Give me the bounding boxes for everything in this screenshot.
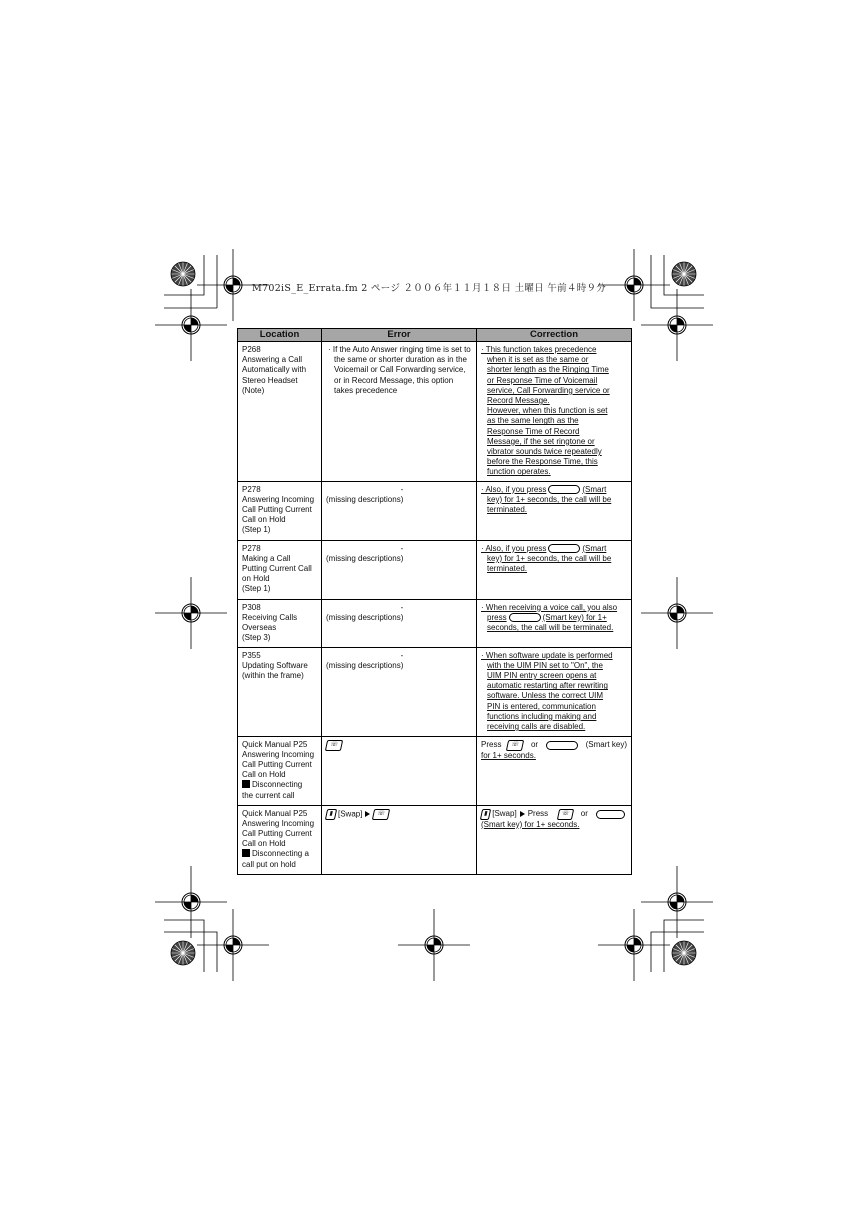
location-line: Putting Current Call [242, 564, 312, 574]
square-bullet-icon [242, 849, 250, 857]
file-header: M702iS_E_Errata.fm 2 ページ ２００６年１１月１８日 土曜日 午前４時９分 [252, 283, 607, 294]
correction-text: (Smart key) for 1+ [542, 612, 607, 622]
error-text: (missing descriptions) [326, 612, 404, 622]
correction-text: (Smart key) [585, 740, 627, 750]
correction-line: terminated. [487, 505, 528, 515]
location-line: Answering a Call [242, 355, 303, 365]
correction-line [481, 740, 627, 751]
correction-line [481, 544, 627, 554]
location-line: (Step 1) [242, 584, 271, 594]
location-cell [238, 481, 322, 540]
correction-line: · This function takes precedence [481, 345, 597, 354]
error-cell [322, 736, 477, 805]
correction-line: PIN is entered, communication [487, 701, 596, 711]
location-line: Call Putting Current [242, 829, 312, 839]
end-key-icon: ☏ [372, 809, 390, 820]
correction-text: Press [481, 740, 502, 750]
smart-key-icon [546, 741, 578, 750]
correction-line: receiving calls are disabled. [487, 722, 586, 732]
error-cell [322, 599, 477, 647]
end-key-icon: ☏ [325, 740, 343, 751]
location-line: P355 [242, 650, 261, 660]
location-line: (Step 3) [242, 633, 271, 643]
correction-line: (Smart key) for 1+ seconds. [481, 819, 580, 829]
smart-key-icon [509, 613, 541, 622]
correction-line: seconds, the call will be terminated. [487, 623, 614, 633]
correction-line: for 1+ seconds. [481, 750, 536, 760]
table-row [238, 599, 632, 647]
table-row [238, 805, 632, 874]
error-text: [Swap] [338, 809, 363, 819]
correction-cell [477, 481, 632, 540]
location-line: P268 [242, 345, 261, 354]
correction-line: UIM PIN entry screen opens at [487, 671, 597, 681]
correction-line: Record Message. [487, 396, 550, 406]
location-line: Stereo Headset [242, 375, 298, 385]
location-cell [238, 540, 322, 599]
location-line: Answering Incoming [242, 749, 315, 759]
location-line: Making a Call [242, 553, 291, 563]
location-line: Call on Hold [242, 770, 286, 780]
column-header-correction: Correction [477, 329, 632, 342]
error-text: (missing descriptions) [326, 660, 404, 670]
correction-line: functions including making and [487, 711, 597, 721]
correction-text: (Smart [582, 484, 607, 494]
arrow-right-icon [365, 811, 370, 817]
error-dash: - [400, 484, 404, 494]
correction-line: key) for 1+ seconds, the call will be [487, 494, 612, 504]
column-header-error: Error [322, 329, 477, 342]
correction-line: Message, if the set ringtone or [487, 436, 595, 446]
correction-text: · Also, if you press [481, 543, 547, 553]
end-key-icon: ☏ [506, 740, 524, 751]
location-line: (Note) [242, 385, 265, 395]
location-line: Call on Hold [242, 515, 286, 525]
location-line [242, 849, 317, 859]
location-line: Overseas [242, 623, 277, 633]
square-bullet-icon [242, 780, 250, 788]
table-row [238, 342, 632, 482]
location-cell [238, 647, 322, 736]
error-text: · If the Auto Answer ringing time is set to the same or shorter duration as in the Voicemail or Call Forwarding service, or in Record Message, this option takes precedence [328, 345, 471, 395]
correction-text: or [580, 809, 588, 819]
location-line: P278 [242, 543, 261, 553]
correction-text: press [487, 612, 507, 622]
end-key-icon: ☏ [557, 809, 574, 820]
correction-line: · When software update is performed [481, 650, 613, 660]
error-text: (missing descriptions) [326, 494, 404, 504]
error-dash: - [400, 543, 404, 553]
smart-key-icon [548, 485, 580, 494]
location-line: Updating Software [242, 660, 308, 670]
smart-key-icon [596, 810, 625, 819]
location-cell [238, 599, 322, 647]
correction-line: · When receiving a voice call, you also [481, 602, 618, 612]
correction-text: (Smart [582, 543, 607, 553]
location-line: Automatically with [242, 365, 307, 375]
location-line: Call Putting Current [242, 760, 312, 770]
correction-cell [477, 805, 632, 874]
correction-text: or [530, 740, 539, 750]
correction-cell [477, 599, 632, 647]
correction-line: or Response Time of Voicemail [487, 375, 598, 385]
correction-line [481, 613, 627, 623]
location-line [242, 780, 317, 790]
location-line: the current call [242, 790, 295, 800]
location-line: Answering Incoming [242, 818, 315, 828]
location-line: Receiving Calls [242, 612, 298, 622]
smart-key-icon [548, 544, 580, 553]
correction-cell [477, 736, 632, 805]
correction-line: as the same length as the [487, 416, 579, 426]
correction-line [481, 809, 627, 820]
correction-line: service, Call Forwarding service or [487, 385, 610, 395]
location-line: Call Putting Current [242, 505, 312, 515]
location-line: Answering Incoming [242, 494, 315, 504]
location-cell [238, 736, 322, 805]
correction-line: software. Unless the correct UIM [487, 691, 604, 701]
location-line: Quick Manual P25 [242, 739, 308, 749]
correction-text: [Swap] [492, 809, 517, 819]
softkey-icon: ▮ [325, 809, 337, 820]
correction-line: before the Response Time, this [487, 457, 598, 467]
correction-line: automatic restarting after rewriting [487, 681, 608, 691]
table-header-row [238, 329, 632, 342]
location-line: call put on hold [242, 859, 296, 869]
correction-line: terminated. [487, 564, 528, 574]
table-row [238, 647, 632, 736]
correction-cell [477, 540, 632, 599]
softkey-icon: ▮ [480, 809, 492, 820]
error-cell [322, 647, 477, 736]
correction-cell [477, 342, 632, 482]
table-row [238, 736, 632, 805]
location-line: on Hold [242, 574, 270, 584]
correction-text: Press [527, 809, 549, 819]
table-row [238, 481, 632, 540]
location-line: (Step 1) [242, 525, 271, 535]
table-row [238, 540, 632, 599]
correction-text: · Also, if you press [481, 484, 547, 494]
correction-cell [477, 647, 632, 736]
correction-line: when it is set as the same or [487, 355, 589, 365]
error-cell [322, 342, 477, 482]
error-cell [322, 805, 477, 874]
location-cell [238, 342, 322, 482]
location-line: P308 [242, 602, 261, 612]
location-line: P278 [242, 484, 261, 494]
location-line: (within the frame) [242, 671, 304, 681]
correction-line: Response Time of Record [487, 426, 580, 436]
location-text: Disconnecting [252, 780, 303, 790]
errata-table [237, 328, 632, 875]
correction-line: However, when this function is set [487, 406, 608, 416]
error-text: (missing descriptions) [326, 553, 404, 563]
error-cell [322, 540, 477, 599]
error-line [326, 809, 472, 820]
correction-line [481, 485, 627, 495]
location-cell [238, 805, 322, 874]
column-header-location: Location [238, 329, 322, 342]
correction-line: shorter length as the Ringing Time [487, 365, 609, 375]
correction-line: function operates. [487, 467, 551, 477]
location-line: Call on Hold [242, 839, 286, 849]
error-cell [322, 481, 477, 540]
error-dash: - [400, 650, 404, 660]
arrow-right-icon [520, 811, 525, 817]
correction-line: with the UIM PIN set to "On", the [487, 660, 603, 670]
error-dash: - [400, 602, 404, 612]
location-text: Disconnecting a [252, 849, 309, 859]
location-line: Quick Manual P25 [242, 808, 308, 818]
correction-line: vibrator sounds twice repeatedly [487, 447, 602, 457]
correction-line: key) for 1+ seconds, the call will be [487, 553, 612, 563]
